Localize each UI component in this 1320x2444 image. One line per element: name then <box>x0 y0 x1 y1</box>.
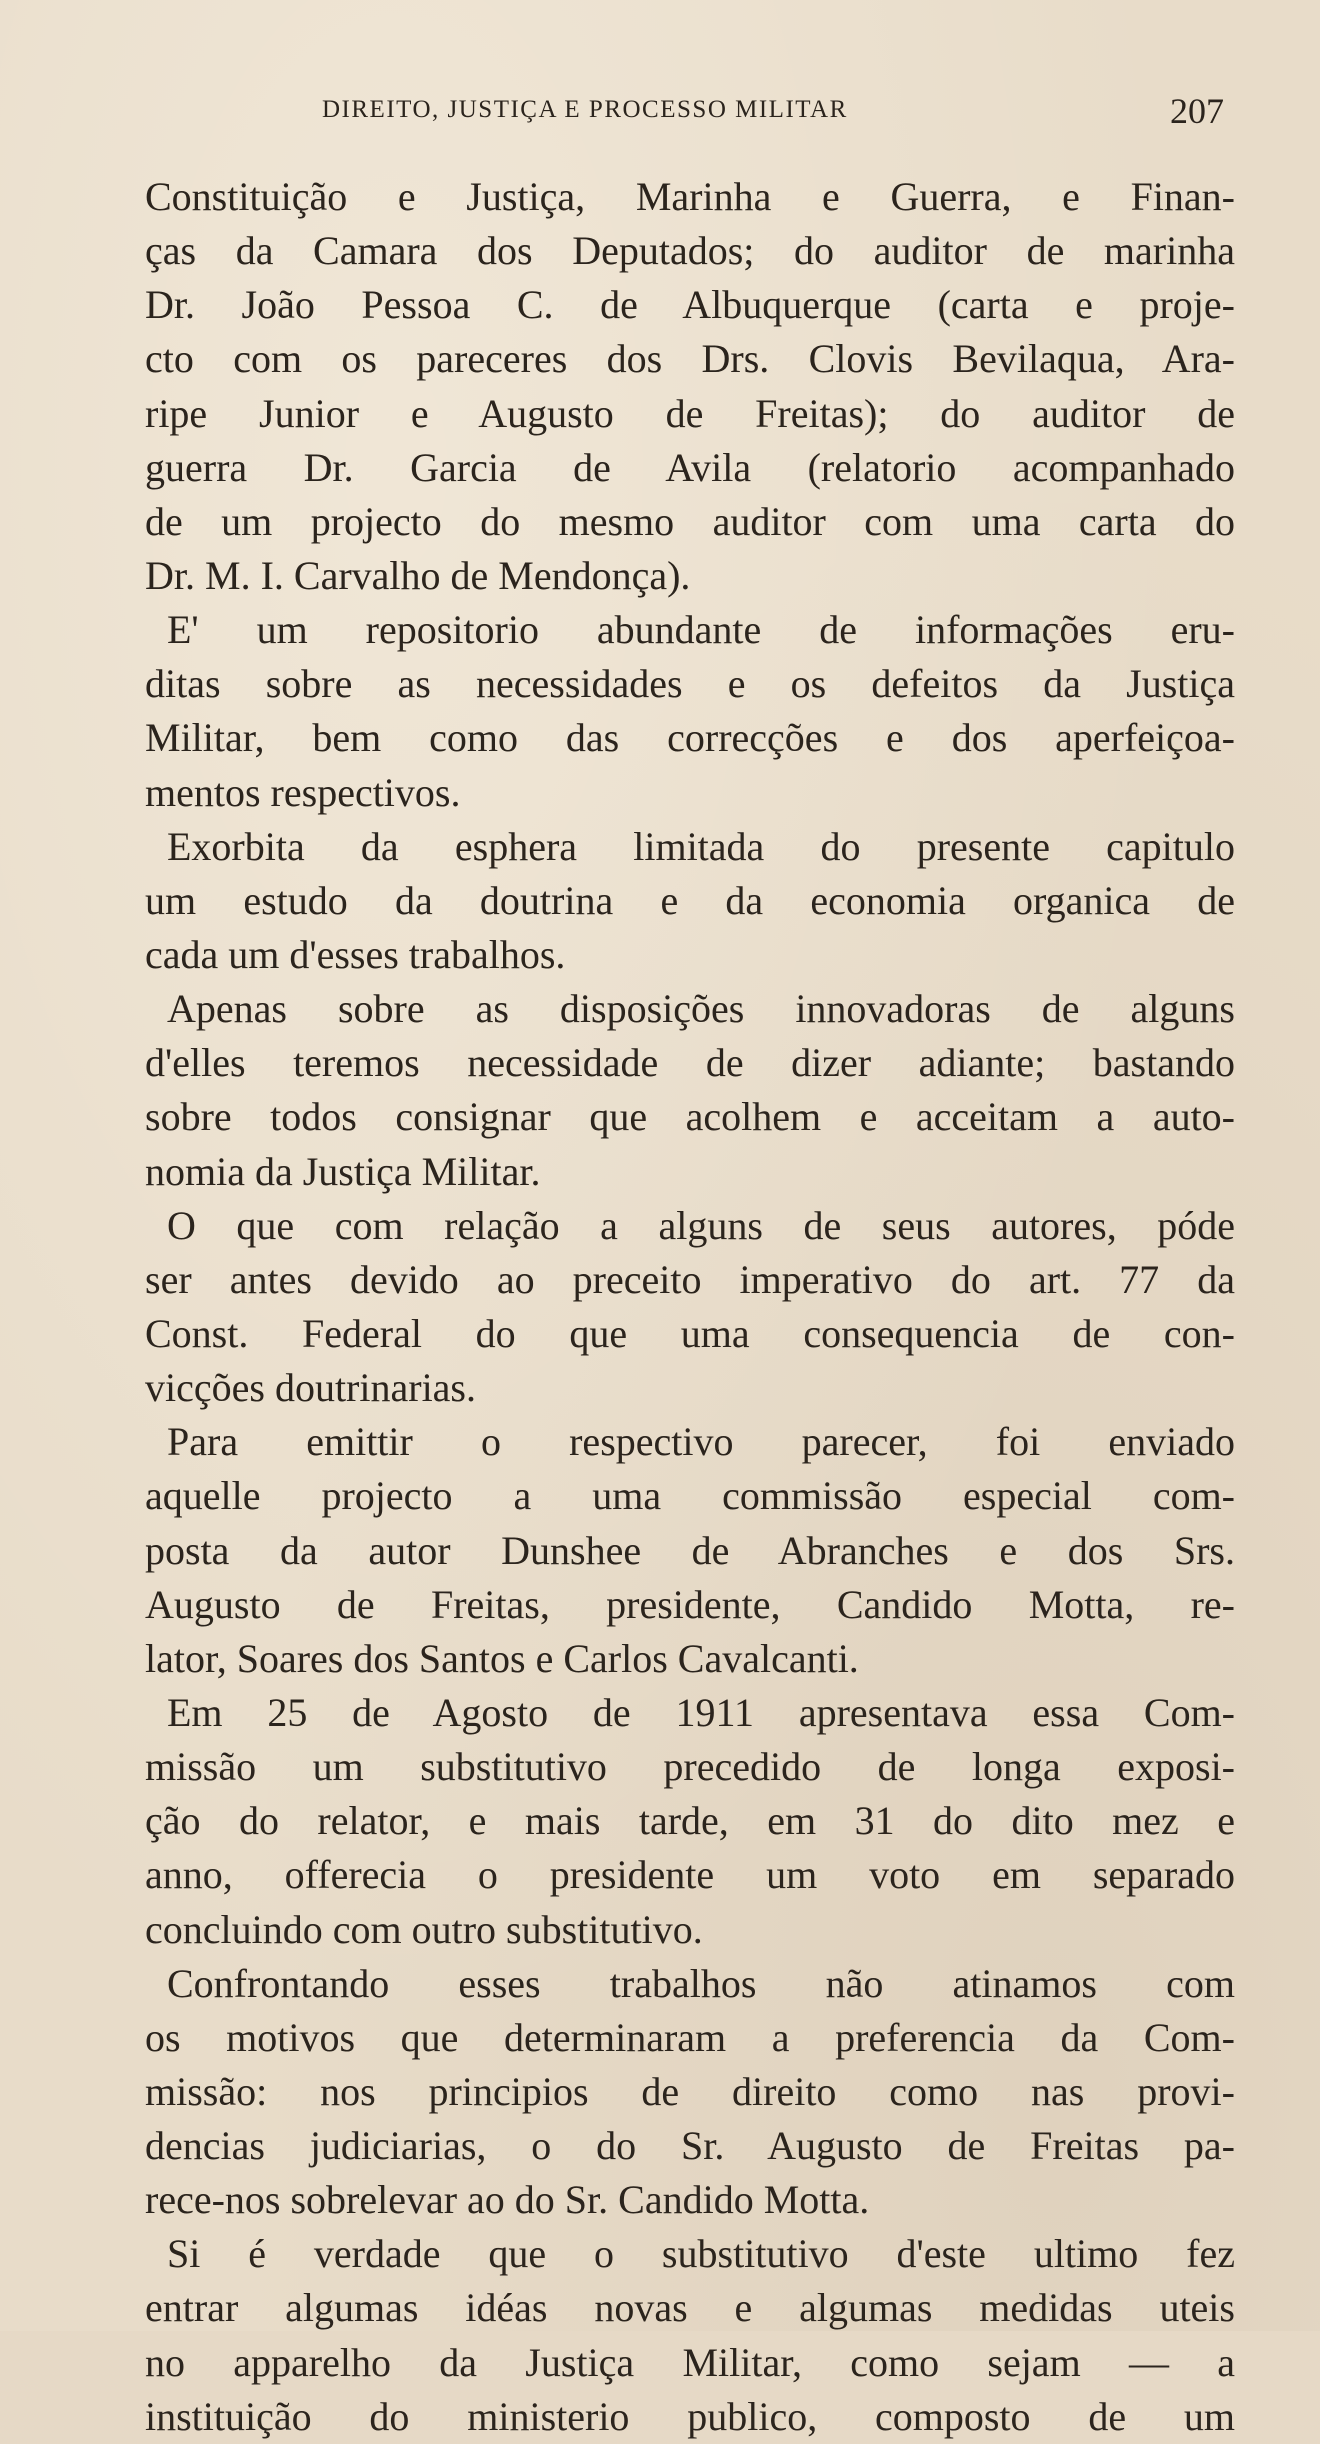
text-line: posta da autor Dunshee de Abranches e dos Srs. <box>145 1527 1235 1573</box>
text-line: Constituição e Justiça, Marinha e Guerra, e Finan- <box>145 174 1235 219</box>
text-line: instituição do ministerio publico, composto de um <box>145 2393 1235 2439</box>
text-line: Em 25 de Agosto de 1911 apresentava essa Com- <box>167 1689 1235 1735</box>
text-line: sobre todos consignar que acolhem e acceitam a auto- <box>145 1094 1235 1140</box>
text-line: guerra Dr. Garcia de Avila (relatorio acompanhado <box>145 444 1235 490</box>
text-line: no apparelho da Justiça Militar, como sejam — a <box>145 2339 1235 2385</box>
text-line: ças da Camara dos Deputados; do auditor de marinha <box>145 228 1235 274</box>
text-line: Si é verdade que o substitutivo d'este ultimo fez <box>167 2231 1235 2277</box>
text-line: d'elles teremos necessidade de dizer adiante; bastando <box>145 1040 1235 1086</box>
text-line: Exorbita da esphera limitada do presente capitulo <box>167 823 1235 869</box>
text-line: rece-nos sobrelevar ao do Sr. Candido Motta. <box>145 2177 870 2223</box>
text-line: ção do relator, e mais tarde, em 31 do dito mez e <box>145 1798 1235 1844</box>
text-line: cto com os pareceres dos Drs. Clovis Bevilaqua, Ara- <box>145 336 1235 382</box>
text-line: Const. Federal do que uma consequencia de con- <box>145 1310 1235 1356</box>
text-line: de um projecto do mesmo auditor com uma carta do <box>145 498 1235 544</box>
page-number: 207 <box>1170 91 1224 131</box>
text-line: Dr. João Pessoa C. de Albuquerque (carta e proje- <box>145 282 1235 328</box>
text-line: Militar, bem como das correcções e dos aperfeiçoa- <box>145 715 1235 761</box>
text-line: nomia da Justiça Militar. <box>145 1148 541 1194</box>
text-line: Para emittir o respectivo parecer, foi enviado <box>167 1419 1235 1465</box>
text-line: cada um d'esses trabalhos. <box>145 931 566 977</box>
text-line: missão um substitutivo precedido de longa exposi- <box>145 1744 1235 1790</box>
text-line: ripe Junior e Augusto de Freitas); do auditor de <box>145 390 1235 436</box>
text-line: Dr. M. I. Carvalho de Mendonça). <box>145 552 691 598</box>
text-line: Augusto de Freitas, presidente, Candido Motta, re- <box>145 1581 1235 1627</box>
text-line: um estudo da doutrina e da economia organica de <box>145 877 1235 923</box>
text-line: anno, offerecia o presidente um voto em separado <box>145 1852 1235 1898</box>
text-line: E' um repositorio abundante de informações eru- <box>167 607 1235 653</box>
text-line: missão: nos principios de direito como nas provi- <box>145 2068 1235 2114</box>
text-line: mentos respectivos. <box>145 769 461 815</box>
running-head: DIREITO, JUSTIÇA E PROCESSO MILITAR <box>322 96 848 123</box>
text-line: O que com relação a alguns de seus autores, póde <box>167 1202 1235 1248</box>
body-text <box>145 170 1235 2444</box>
text-line: ditas sobre as necessidades e os defeitos da Justiça <box>145 661 1235 707</box>
text-line: os motivos que determinaram a preferencia da Com- <box>145 2014 1235 2060</box>
text-line: entrar algumas idéas novas e algumas medidas uteis <box>145 2285 1235 2331</box>
text-line: lator, Soares dos Santos e Carlos Cavalcanti. <box>145 1635 859 1681</box>
text-line: vicções doutrinarias. <box>145 1365 476 1411</box>
text-line: aquelle projecto a uma commissão especial com- <box>145 1473 1235 1519</box>
page-header <box>0 92 1320 132</box>
text-line: Apenas sobre as disposições innovadoras de alguns <box>167 986 1235 1032</box>
text-line: dencias judiciarias, o do Sr. Augusto de Freitas pa- <box>145 2123 1235 2169</box>
text-line: concluindo com outro substitutivo. <box>145 1906 703 1952</box>
text-line: Confrontando esses trabalhos não atinamos com <box>167 1960 1235 2006</box>
text-line: ser antes devido ao preceito imperativo do art. 77 da <box>145 1256 1235 1302</box>
